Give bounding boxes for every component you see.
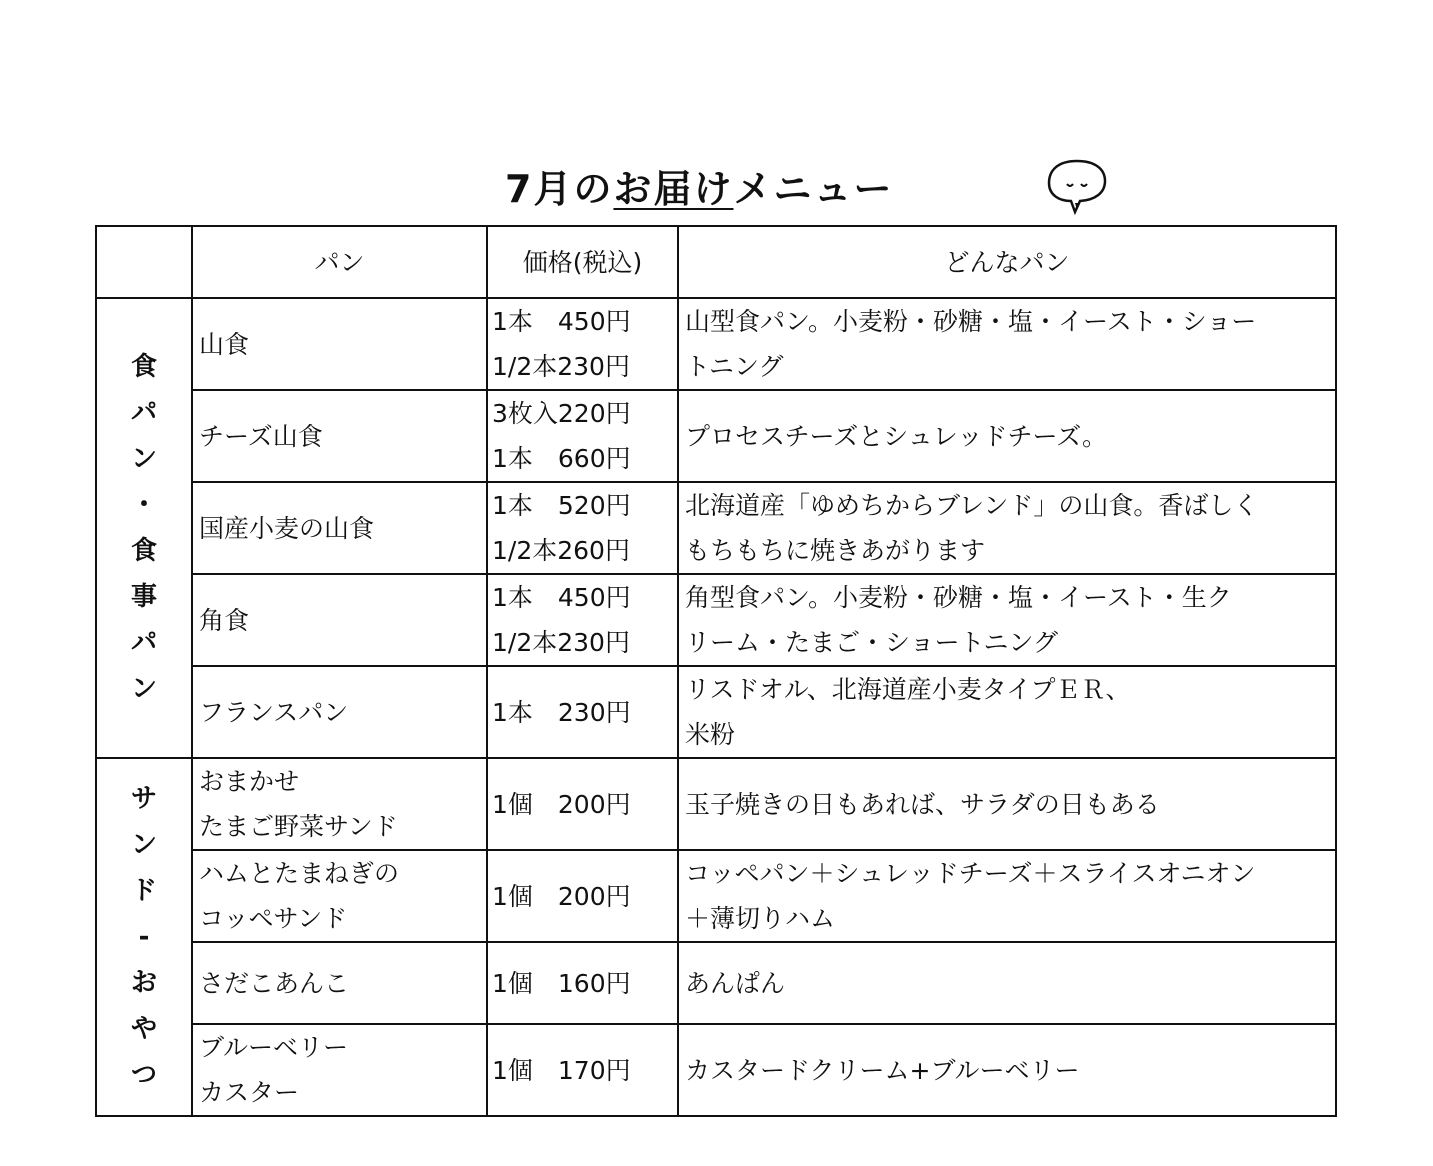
item-description-line: リスドオル、北海道産小麦タイプＥＲ、 [685, 675, 1131, 704]
category-char: や [130, 1014, 157, 1044]
item-description-line: リーム・たまご・ショートニング [685, 628, 1059, 657]
table-row [96, 1024, 1336, 1116]
title-suffix: メニュー [733, 167, 894, 211]
item-price [487, 666, 678, 758]
item-name [192, 758, 487, 850]
item-price-line: 1本 230円 [492, 697, 631, 727]
item-price [487, 850, 678, 942]
table-row [96, 850, 1336, 942]
item-name-line: たまご野菜サンド [199, 812, 398, 841]
item-price-line: 1/2本230円 [492, 352, 630, 381]
item-price [487, 1024, 678, 1116]
category-char: ・ [130, 490, 157, 520]
item-name-line: チーズ山食 [199, 421, 323, 451]
item-price [487, 758, 678, 850]
sleeping-face-speech-bubble-icon [1045, 157, 1109, 217]
item-description [678, 390, 1336, 482]
item-description [678, 942, 1336, 1024]
item-description [678, 1024, 1336, 1116]
category-char: ン [130, 444, 157, 474]
item-name [192, 298, 487, 390]
item-description [678, 482, 1336, 574]
category-char: ン [130, 830, 157, 860]
item-name [192, 482, 487, 574]
item-name [192, 574, 487, 666]
item-description-line: カスタードクリーム+ブルーベリー [685, 1055, 1080, 1085]
item-description [678, 758, 1336, 850]
item-description-line: 玉子焼きの日もあれば、サラダの日もある [685, 789, 1160, 819]
table-row [96, 482, 1336, 574]
item-price [487, 390, 678, 482]
item-price [487, 574, 678, 666]
item-name-line: ハムとたまねぎの [199, 859, 400, 888]
category-char: - [138, 922, 150, 952]
item-name [192, 850, 487, 942]
item-description [678, 666, 1336, 758]
category-char: サ [130, 784, 157, 814]
category-char: ン [130, 674, 157, 704]
category-char: パ [130, 398, 157, 428]
title-prefix: 7月の [505, 167, 614, 211]
item-name-line: 国産小麦の山食 [199, 513, 375, 543]
table-row [96, 666, 1336, 758]
item-price-line: 1個 200円 [492, 881, 631, 911]
header-price: 価格(税込) [487, 226, 678, 298]
menu-table [95, 225, 1337, 1117]
table-row [96, 298, 1336, 390]
item-name [192, 942, 487, 1024]
item-price [487, 942, 678, 1024]
item-price-line: 1個 200円 [492, 789, 631, 819]
item-price [487, 482, 678, 574]
item-description [678, 574, 1336, 666]
item-name-line: カスター [199, 1078, 300, 1107]
item-description [678, 298, 1336, 390]
table-header-row [96, 226, 1336, 298]
title-underlined: お届け [613, 167, 734, 211]
table-row [96, 574, 1336, 666]
item-name-line: おまかせ [199, 767, 300, 796]
header-category [96, 226, 192, 298]
category-char: パ [130, 628, 157, 658]
item-description-line: コッペパン＋シュレッドチーズ＋スライスオニオン [685, 859, 1256, 888]
item-description-line: ＋薄切りハム [685, 904, 836, 933]
category-char: 食 [130, 352, 157, 382]
category-char: つ [130, 1060, 157, 1090]
item-name-line: ブルーベリー [199, 1033, 349, 1062]
table-row [96, 942, 1336, 1024]
category-char: お [130, 968, 157, 998]
item-name [192, 390, 487, 482]
item-name-line: フランスパン [199, 697, 349, 727]
item-description-line: 米粉 [685, 720, 736, 749]
item-name [192, 1024, 487, 1116]
item-price-line: 1本 520円 [492, 491, 631, 520]
header-pan: パン [192, 226, 487, 298]
item-description-line: 山型食パン。小麦粉・砂糖・塩・イースト・ショー [685, 307, 1257, 336]
item-description-line: もちもちに焼きあがります [685, 536, 986, 565]
table-row [96, 758, 1336, 850]
item-price-line: 1本 660円 [492, 444, 631, 473]
item-price-line: 3枚入220円 [492, 399, 631, 428]
header-description: どんなパン [678, 226, 1336, 298]
item-description [678, 850, 1336, 942]
item-description-line: プロセスチーズとシュレッドチーズ。 [685, 421, 1108, 451]
item-description-line: 北海道産「ゆめちからブレンド」の山食。香ばしく [685, 491, 1259, 520]
item-price [487, 298, 678, 390]
item-price-line: 1本 450円 [492, 583, 631, 612]
category-char: ド [130, 876, 157, 906]
item-name-line: 角食 [199, 605, 250, 635]
item-name-line: コッペサンド [199, 904, 348, 933]
item-description-line: トニング [685, 352, 784, 381]
item-name [192, 666, 487, 758]
item-description-line: あんぱん [685, 968, 786, 998]
item-price-line: 1個 170円 [492, 1055, 631, 1085]
item-name-line: 山食 [199, 329, 250, 359]
category-shokupan [96, 298, 192, 758]
item-price-line: 1個 160円 [492, 968, 631, 998]
table-row [96, 390, 1336, 482]
item-description-line: 角型食パン。小麦粉・砂糖・塩・イースト・生ク [685, 583, 1232, 612]
item-name-line: さだこあんこ [199, 968, 350, 998]
item-price-line: 1/2本260円 [492, 536, 630, 565]
category-sand [96, 758, 192, 1116]
item-price-line: 1本 450円 [492, 307, 631, 336]
page-title [505, 158, 893, 213]
item-price-line: 1/2本230円 [492, 628, 630, 657]
category-char: 食 [130, 536, 157, 566]
category-char: 事 [130, 582, 157, 612]
